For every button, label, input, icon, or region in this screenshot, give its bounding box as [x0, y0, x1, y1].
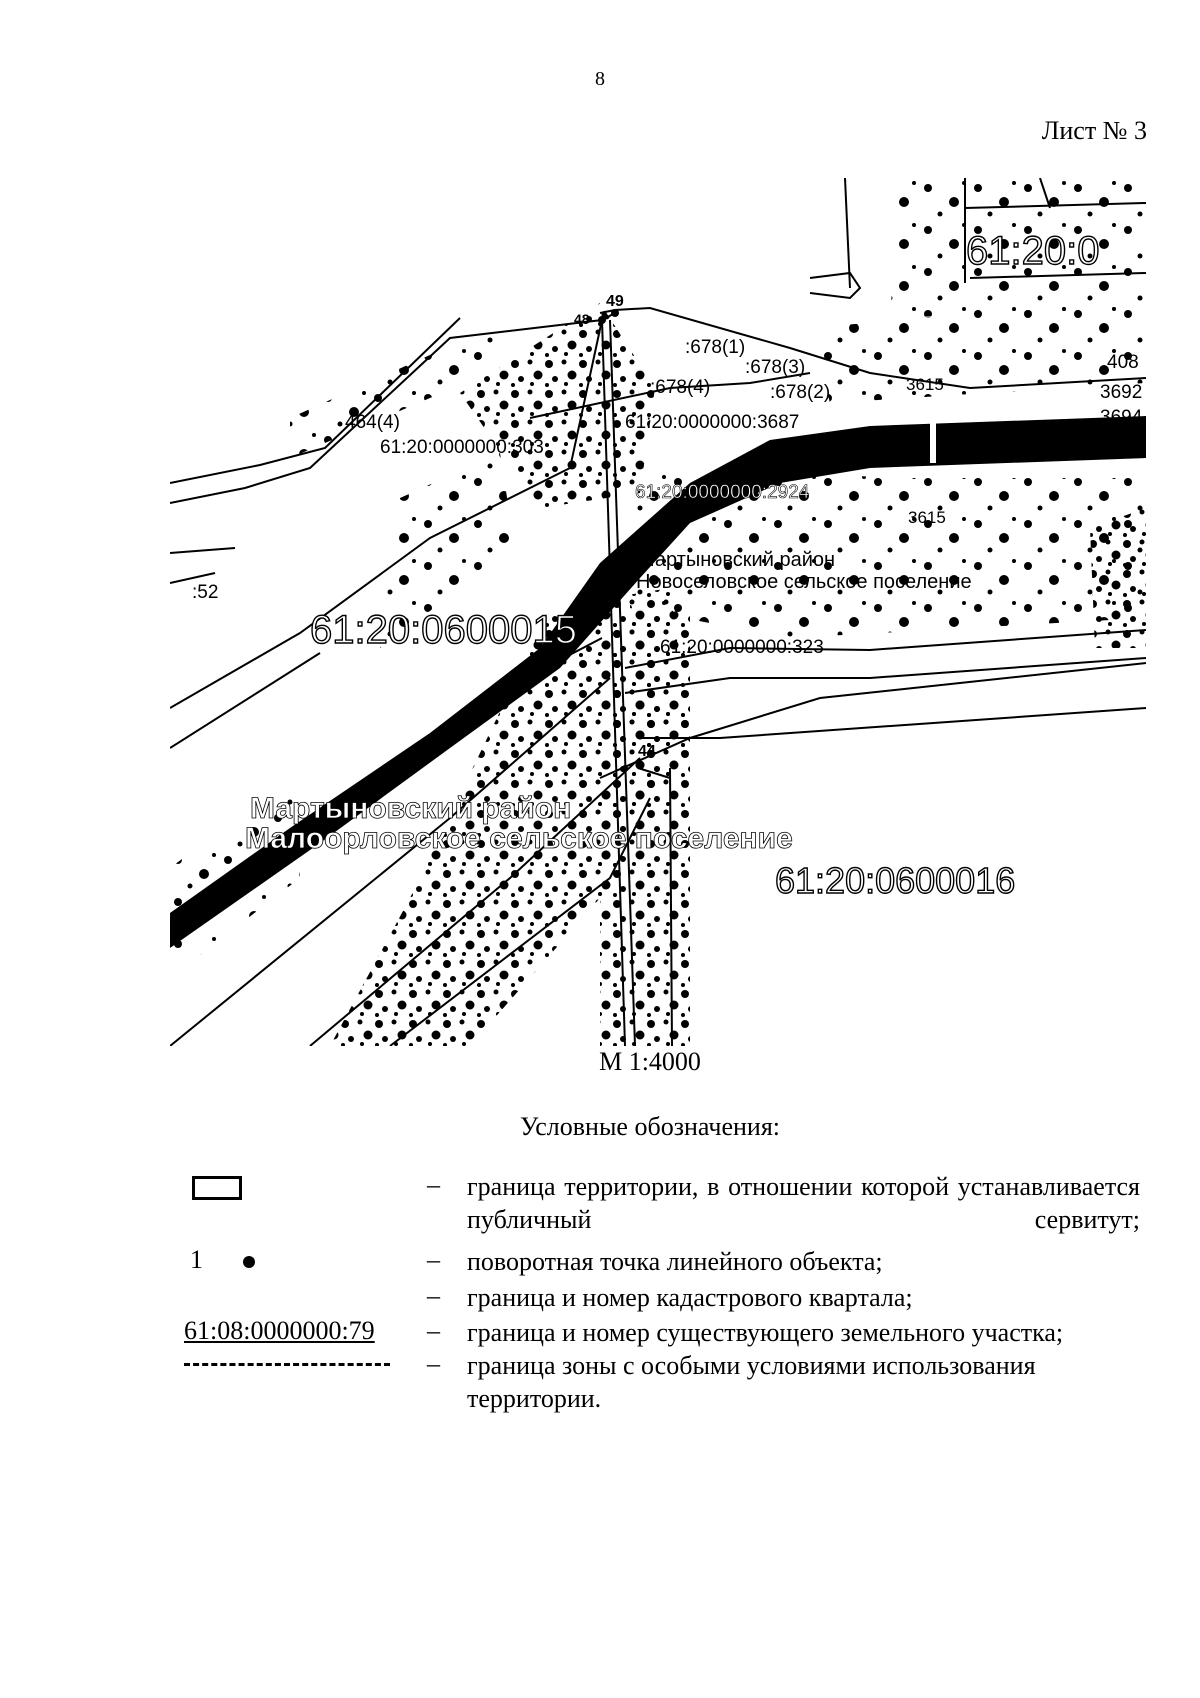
svg-text:49: 49	[606, 293, 624, 310]
svg-text:3694: 3694	[1100, 407, 1143, 428]
svg-text:61:20:0600015: 61:20:0600015	[310, 608, 577, 652]
legend-symbol	[170, 1349, 400, 1381]
legend-symbol	[170, 1245, 400, 1277]
svg-text:Новоселовское сельское поселен: Новоселовское сельское поселение	[636, 571, 972, 593]
svg-text:464(4): 464(4)	[345, 412, 400, 433]
legend-dash: –	[427, 1245, 440, 1274]
svg-text:61:20:0000000:303: 61:20:0000000:303	[380, 437, 544, 458]
legend-description: граница и номер кадастрового квартала;	[467, 1283, 913, 1312]
svg-text:3692: 3692	[1100, 382, 1143, 403]
point-dot-icon	[243, 1256, 255, 1268]
legend-description: граница и номер существующего земельного участка;	[467, 1318, 1064, 1347]
map-scale: М 1:4000	[599, 1047, 701, 1076]
sheet-label: Лист № 3	[1041, 116, 1147, 145]
svg-text:61:20:0000000:323: 61:20:0000000:323	[660, 637, 824, 658]
svg-text::678(1): :678(1)	[685, 337, 746, 358]
svg-text:3615: 3615	[906, 375, 944, 394]
page-number: 8	[595, 68, 605, 90]
svg-text:408: 408	[1107, 352, 1139, 373]
svg-text:61:20:0000000:2924: 61:20:0000000:2924	[635, 482, 810, 503]
legend-description: поворотная точка линейного объекта;	[467, 1247, 883, 1276]
svg-text::678(4): :678(4)	[650, 377, 711, 398]
legend-dash: –	[427, 1170, 440, 1199]
legend-symbol	[170, 1170, 400, 1202]
legend-dash: –	[427, 1316, 440, 1345]
svg-text:3615: 3615	[908, 508, 946, 527]
point-number-sample: 1	[190, 1245, 203, 1274]
svg-text:Мартыновский район: Мартыновский район	[638, 549, 836, 571]
svg-text:61:20:0000000:3687: 61:20:0000000:3687	[625, 412, 800, 433]
legend-symbol	[170, 1281, 400, 1313]
svg-text::678(2): :678(2)	[770, 382, 831, 403]
svg-text:44: 44	[638, 743, 656, 760]
svg-text::52: :52	[192, 582, 219, 603]
parcel-number-sample: 61:08:0000000:79	[184, 1316, 375, 1345]
legend-dash: –	[427, 1281, 440, 1310]
legend-symbol	[170, 1316, 400, 1348]
svg-text:Малоорловское сельское поселен: Малоорловское сельское поселение	[245, 822, 793, 855]
svg-text:61:20:0: 61:20:0	[966, 229, 1100, 273]
svg-text::678(3): :678(3)	[745, 357, 806, 378]
legend-description: граница территории, в отношении которой устанавливается публичный сервитут;	[467, 1172, 1140, 1234]
legend-title: Условные обозначения:	[519, 1112, 781, 1141]
svg-text:48: 48	[574, 311, 590, 327]
svg-text:61:20:0600016: 61:20:0600016	[775, 860, 1016, 901]
legend-description: граница зоны с особыми условиями использования территории.	[467, 1351, 1036, 1413]
cadastral-map	[170, 178, 1146, 1046]
legend-dash: –	[427, 1349, 440, 1378]
rectangle-outline-icon	[192, 1176, 242, 1200]
svg-text:Мартыновский район: Мартыновский район	[250, 792, 572, 825]
dashed-line-icon	[184, 1363, 390, 1366]
